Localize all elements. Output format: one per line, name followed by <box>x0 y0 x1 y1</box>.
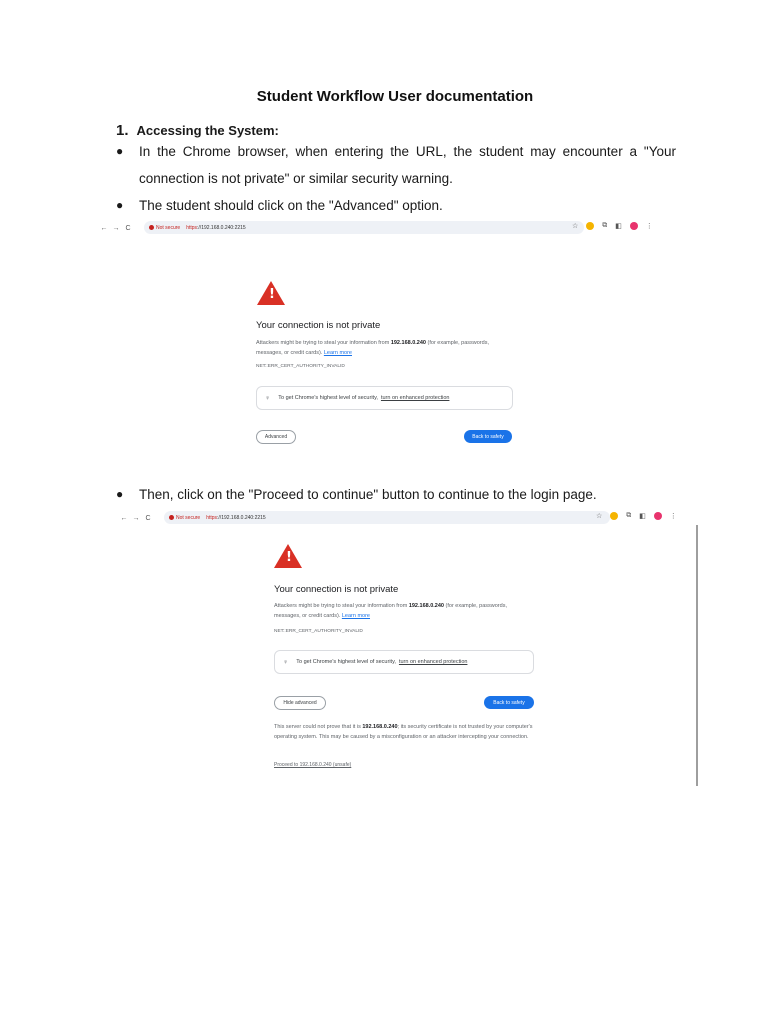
forward-arrow-icon[interactable]: → <box>112 224 120 232</box>
star-icon[interactable]: ☆ <box>572 223 579 230</box>
description-text-end: (for example, passwords, messages, or credit cards). <box>274 603 507 619</box>
reload-icon[interactable]: C <box>145 514 151 522</box>
page-heading: Your connection is not private <box>274 584 399 595</box>
menu-icon[interactable]: ⋮ <box>645 223 653 230</box>
warning-dot-icon <box>149 225 154 230</box>
bullet-item <box>116 481 676 508</box>
bullet-dot: ● <box>116 487 124 501</box>
host-address: 192.168.0.240 <box>390 340 426 346</box>
protection-text: To get Chrome's highest level of security, <box>296 659 396 665</box>
bullet-text: In the Chrome browser, when entering the URL, the student may encounter a "Your connection is not private" or similar security warning. <box>139 144 676 186</box>
bullet-dot: ● <box>116 144 124 158</box>
warning-dot-icon <box>169 515 174 520</box>
toolbar-actions <box>596 512 677 520</box>
menu-icon[interactable]: ⋮ <box>669 513 677 520</box>
description-text: Attackers might be trying to steal your information from <box>256 340 391 346</box>
address-bar[interactable] <box>144 221 584 234</box>
star-icon[interactable]: ☆ <box>596 513 603 520</box>
screenshot-advanced-expanded <box>116 511 698 786</box>
puzzle-icon[interactable]: ⧉ <box>626 512 632 519</box>
host-address: 192.168.0.240 <box>408 603 444 609</box>
learn-more-link[interactable]: Learn more <box>341 612 370 619</box>
page-description <box>274 602 532 621</box>
sidepanel-icon[interactable]: ◧ <box>615 223 622 230</box>
warning-triangle-icon <box>274 544 302 568</box>
bullet-text: The student should click on the "Advanced" option. <box>139 198 443 213</box>
address-bar[interactable] <box>164 511 610 524</box>
enhanced-protection-link[interactable]: turn on enhanced protection <box>398 659 468 665</box>
back-to-safety-button[interactable]: Back to safety <box>464 430 512 443</box>
page-heading: Your connection is not private <box>256 320 381 331</box>
toolbar-actions <box>572 222 653 230</box>
not-secure-label: Not secure <box>156 224 181 231</box>
section-number: 1. <box>116 122 129 139</box>
advanced-details <box>274 723 536 742</box>
document-title: Student Workflow User documentation <box>256 88 534 105</box>
url-scheme: https <box>206 514 218 521</box>
profile-avatar[interactable] <box>654 512 662 520</box>
section-heading <box>116 122 279 139</box>
bullet-item <box>116 192 676 219</box>
extension-icon[interactable] <box>586 222 594 230</box>
back-arrow-icon[interactable]: ← <box>100 224 108 232</box>
reload-icon[interactable]: C <box>125 224 131 232</box>
learn-more-link[interactable]: Learn more <box>323 349 352 356</box>
back-to-safety-button[interactable]: Back to safety <box>484 696 534 709</box>
details-host: 192.168.0.240 <box>362 724 398 730</box>
url-text: ://192.168.0.240:2215 <box>217 514 266 521</box>
error-code: NET::ERR_CERT_AUTHORITY_INVALID <box>274 629 363 634</box>
url-scheme: https <box>186 224 198 231</box>
enhanced-protection-box <box>274 650 534 674</box>
bullet-dot: ● <box>116 198 124 212</box>
details-text: This server could not prove that it is <box>274 724 363 730</box>
not-secure-chip[interactable] <box>149 225 180 231</box>
screenshot-privacy-warning <box>96 221 676 476</box>
section-heading-text: Accessing the System: <box>136 123 279 138</box>
profile-avatar[interactable] <box>630 222 638 230</box>
not-secure-label: Not secure <box>176 514 201 521</box>
url-text: ://192.168.0.240:2215 <box>197 224 246 231</box>
protection-text: To get Chrome's highest level of security, <box>278 395 378 401</box>
forward-arrow-icon[interactable]: → <box>132 514 140 522</box>
enhanced-protection-box <box>256 386 513 410</box>
lightbulb-icon: ♀ <box>265 394 271 402</box>
not-secure-chip[interactable] <box>169 515 200 521</box>
advanced-button[interactable]: Advanced <box>256 430 296 444</box>
proceed-unsafe-link[interactable]: Proceed to 192.168.0.240 (unsafe) <box>274 762 352 768</box>
details-text-end: ; its security certificate is not trusted by your computer's operating system. This may be caused by a misconfiguration or an attacker intercepting your connection. <box>274 724 533 740</box>
lightbulb-icon: ♀ <box>283 658 289 666</box>
scrollbar[interactable] <box>696 525 698 786</box>
warning-triangle-icon <box>257 281 285 305</box>
bullet-item <box>116 138 676 192</box>
extension-icon[interactable] <box>610 512 618 520</box>
enhanced-protection-link[interactable]: turn on enhanced protection <box>380 395 450 401</box>
error-code: NET::ERR_CERT_AUTHORITY_INVALID <box>256 364 345 369</box>
hide-advanced-button[interactable]: Hide advanced <box>274 696 326 710</box>
description-text-end: (for example, passwords, messages, or credit cards). <box>256 340 489 356</box>
bullet-text: Then, click on the "Proceed to continue" button to continue to the login page. <box>139 487 597 502</box>
back-arrow-icon[interactable]: ← <box>120 514 128 522</box>
puzzle-icon[interactable]: ⧉ <box>602 222 608 229</box>
sidepanel-icon[interactable]: ◧ <box>639 513 646 520</box>
page-description <box>256 339 511 358</box>
description-text: Attackers might be trying to steal your information from <box>274 603 409 609</box>
